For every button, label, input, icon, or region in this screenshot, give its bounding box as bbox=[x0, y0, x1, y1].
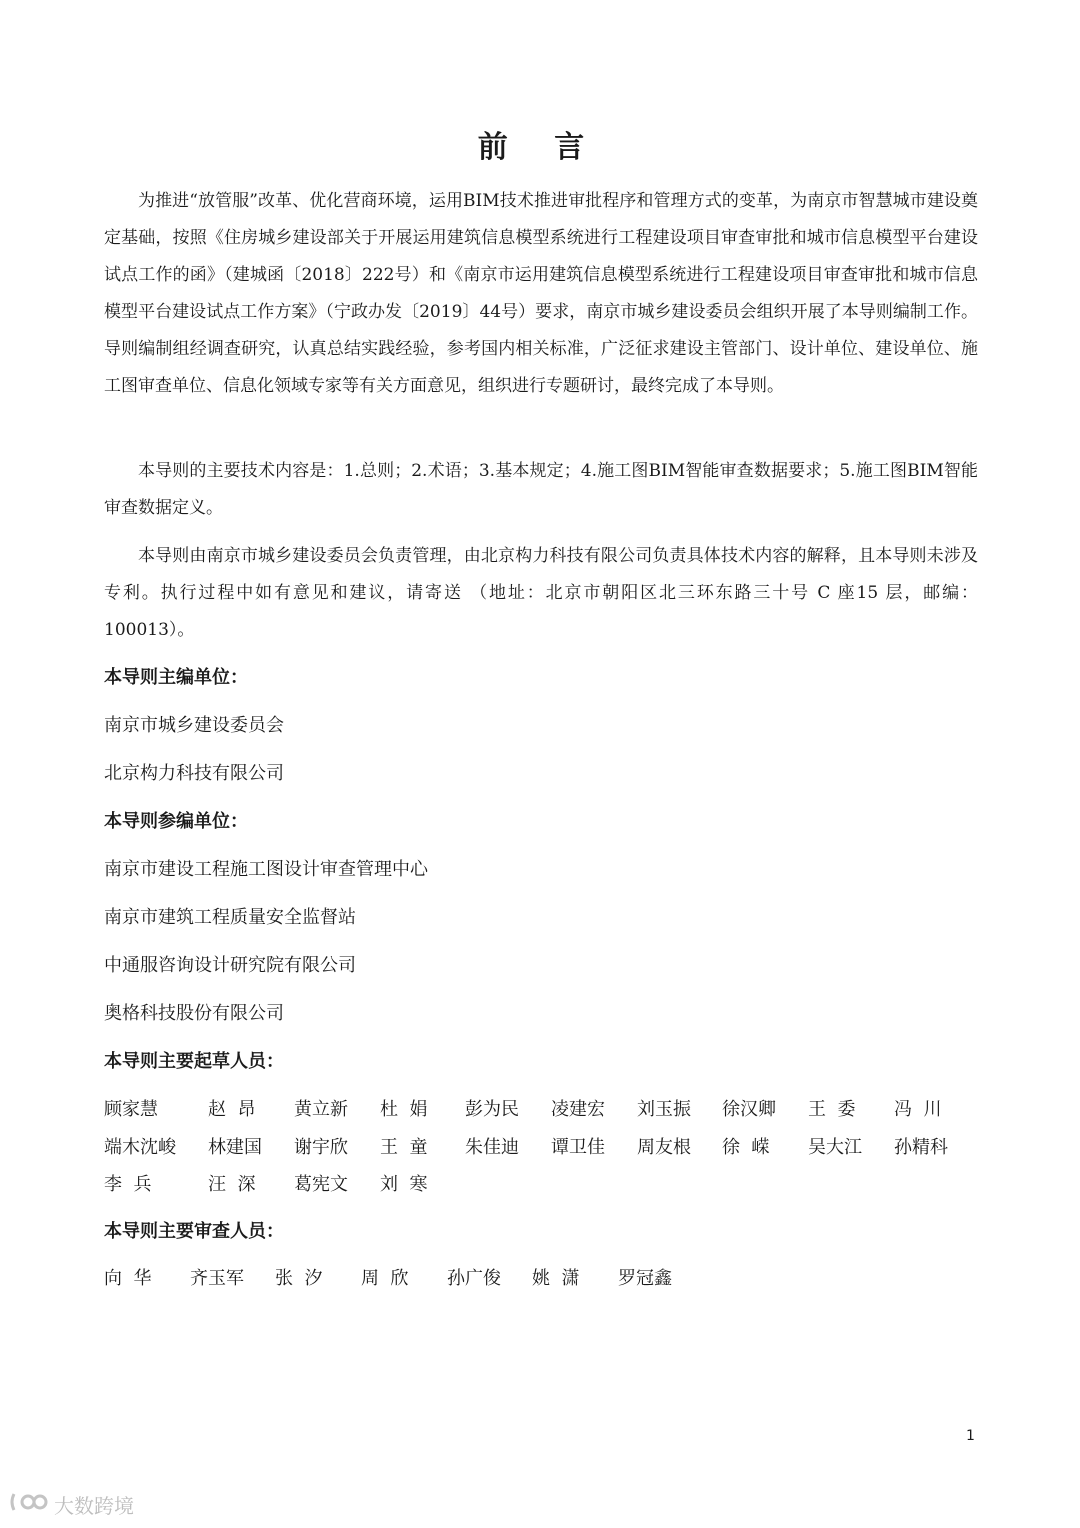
reviewer-name: 向 华 bbox=[104, 1268, 152, 1289]
drafter-name: 凌建宏 bbox=[551, 1099, 605, 1120]
reviewer-name: 齐玉军 bbox=[190, 1268, 244, 1289]
drafter-name: 汪 深 bbox=[208, 1174, 256, 1195]
page-number: 1 bbox=[966, 1428, 975, 1444]
drafter-name: 林建国 bbox=[208, 1137, 262, 1158]
reviewer-name: 张 汐 bbox=[275, 1268, 323, 1289]
participating-unit-item: 奥格科技股份有限公司 bbox=[104, 1003, 284, 1024]
preface-paragraph-2: 本导则的主要技术内容是：1.总则；2.术语；3.基本规定；4.施工图BIM智能审查数据要求；5.施工图BIM智能审查数据定义。 bbox=[104, 461, 978, 518]
drafter-name: 彭为民 bbox=[465, 1099, 519, 1120]
watermark-text: 大数跨境 bbox=[54, 1494, 134, 1518]
drafter-name: 孙精科 bbox=[894, 1137, 948, 1158]
drafter-name: 端木沈峻 bbox=[104, 1137, 176, 1158]
drafter-name: 葛宪文 bbox=[294, 1174, 348, 1195]
drafter-name: 谢宇欣 bbox=[294, 1137, 348, 1158]
participating-units-heading: 本导则参编单位： bbox=[104, 811, 248, 832]
preface-paragraph-3: 本导则由南京市城乡建设委员会负责管理，由北京构力科技有限公司负责具体技术内容的解释，且本导则未涉及专利。执行过程中如有意见和建议，请寄送 （地址：北京市朝阳区北三环东路三十号 C 座15 层，邮编：100013）。 bbox=[104, 546, 978, 640]
drafter-name: 顾家慧 bbox=[104, 1099, 158, 1120]
drafter-name: 徐汉卿 bbox=[722, 1099, 776, 1120]
drafter-name: 赵 昂 bbox=[208, 1099, 256, 1120]
drafter-name: 王 童 bbox=[380, 1137, 428, 1158]
drafter-name: 杜 娟 bbox=[380, 1099, 428, 1120]
preface-paragraph-1: 为推进“放管服”改革、优化营商环境，运用BIM技术推进审批程序和管理方式的变革，为南京市智慧城市建设奠定基础，按照《住房城乡建设部关于开展运用建筑信息模型系统进行工程建设项目审查审批和城市信息模型平台建设试点工作的函》（建城函〔2018〕222号）和《南京市运用建筑信息模型系统进行工程建设项目审查审批和城市信息模型平台建设试点工作方案》（宁政办发〔2019〕44号）要求，南京市城乡建设委员会组织开展了本导则编制工作。导则编制组经调查研究，认真总结实践经验，参考国内相关标准，广泛征求建设主管部门、设计单位、建设单位、施工图审查单位、信息化领域专家等有关方面意见，组织进行专题研讨，最终完成了本导则。 bbox=[104, 191, 978, 396]
chief-unit-item: 北京构力科技有限公司 bbox=[104, 763, 284, 784]
drafter-name: 王 委 bbox=[808, 1099, 856, 1120]
reviewers-heading: 本导则主要审查人员： bbox=[104, 1221, 284, 1242]
participating-unit-item: 南京市建设工程施工图设计审查管理中心 bbox=[104, 859, 428, 880]
page-title: 前 言 bbox=[477, 130, 603, 165]
drafter-name: 刘 寒 bbox=[380, 1174, 428, 1195]
drafter-name: 徐 嵘 bbox=[722, 1137, 770, 1158]
drafter-name: 李 兵 bbox=[104, 1174, 152, 1195]
drafters-heading: 本导则主要起草人员： bbox=[104, 1051, 284, 1072]
drafter-name: 朱佳迪 bbox=[465, 1137, 519, 1158]
watermark-logo-icon bbox=[8, 1490, 48, 1519]
chief-unit-item: 南京市城乡建设委员会 bbox=[104, 715, 284, 736]
reviewer-name: 罗冠鑫 bbox=[618, 1268, 672, 1289]
reviewer-name: 姚 潇 bbox=[532, 1268, 580, 1289]
chief-units-heading: 本导则主编单位： bbox=[104, 667, 248, 688]
watermark bbox=[8, 1490, 134, 1519]
drafter-name: 吴大江 bbox=[808, 1137, 862, 1158]
drafter-name: 黄立新 bbox=[294, 1099, 348, 1120]
reviewer-name: 孙广俊 bbox=[447, 1268, 501, 1289]
participating-unit-item: 中通服咨询设计研究院有限公司 bbox=[104, 955, 356, 976]
drafter-name: 刘玉振 bbox=[637, 1099, 691, 1120]
drafter-name: 周友根 bbox=[637, 1137, 691, 1158]
reviewer-name: 周 欣 bbox=[361, 1268, 409, 1289]
drafter-name: 谭卫佳 bbox=[551, 1137, 605, 1158]
participating-unit-item: 南京市建筑工程质量安全监督站 bbox=[104, 907, 356, 928]
drafter-name: 冯 川 bbox=[894, 1099, 942, 1120]
